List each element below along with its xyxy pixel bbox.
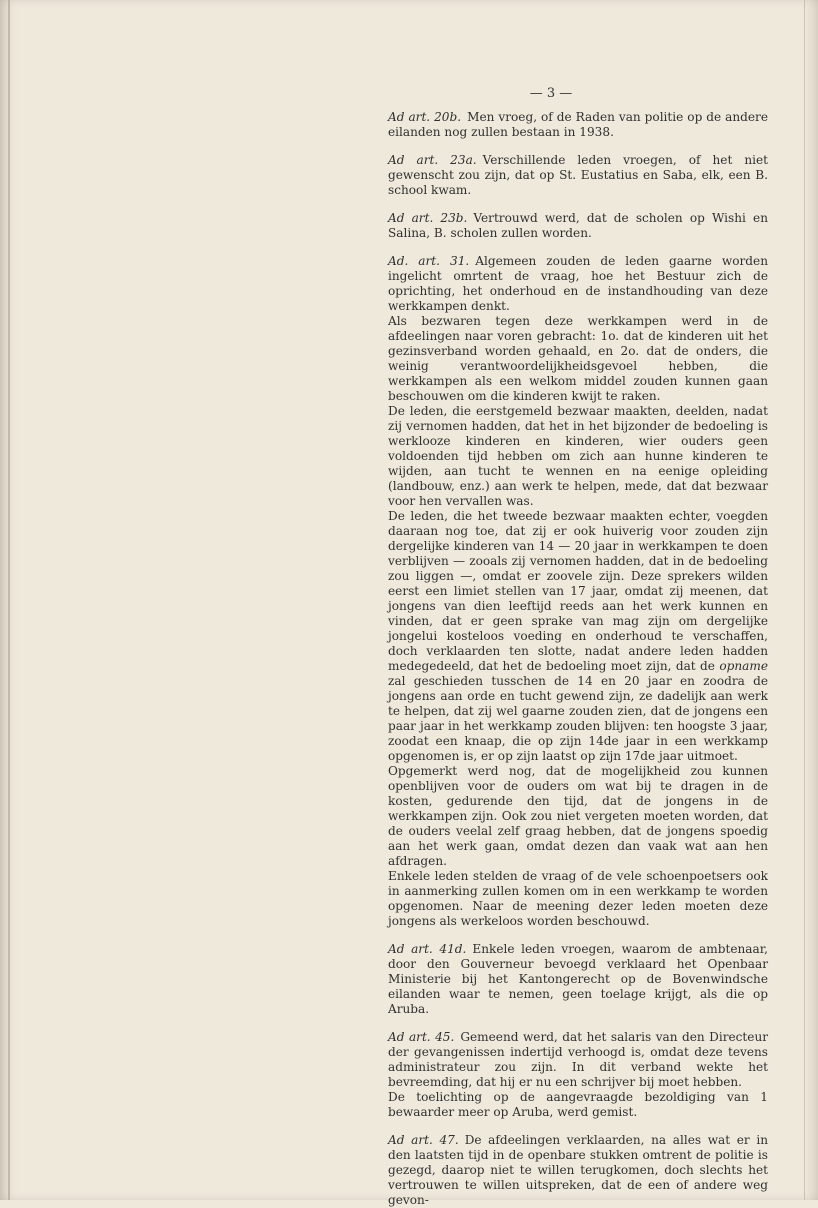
paragraph-text: De leden, die eerstgemeld bezwaar maakten, deelden, nadat zij vernomen hadden, dat het in het bijzonder de bedoeling is werklooze kinderen en kinderen, wier ouders geen voldoenden tijd hebben om zich aan hunne kinderen te wijden, aan tucht te wennen en na eenige opleiding (landbouw, enz.) aan werk te helpen, mede, dat dat bezwaar voor hen vervallen was. [388, 404, 768, 508]
paper-right-edge [804, 0, 805, 1200]
article-ref: Ad art. 20b. [388, 110, 462, 124]
paragraph-eerste-bezwaar [388, 404, 768, 509]
paragraph-schoenpoetsers [388, 869, 768, 929]
emphasis-text: opname [719, 659, 768, 673]
paragraph-text: De leden, die het tweede bezwaar maakten echter, voegden daaraan nog toe, dat zij er ook huiverig voor zouden zijn dergelijke kinderen van 14 — 20 jaar in werkkampen te doen verblijven — zooals zij vernomen hadden, dat in de bedoeling zou liggen —, omdat er zoovele zijn. Deze sprekers wilden eerst een limiet stellen van 17 jaar, omdat zij meenen, dat jongens van dien leeftijd reeds aan het werk kunnen en vinden, dat er geen sprake van mag zijn om dergelijke jongelui kosteloos voeding en onderhoud te verschaffen, doch verklaarden ten slotte, nadat andere leden hadden medegedeeld, dat het de bedoeling moet zijn, dat de [388, 509, 768, 673]
article-ref: Ad art. 23a. [388, 153, 477, 167]
section-art-41d [388, 942, 768, 1017]
section-art-31 [388, 254, 768, 314]
article-ref: Ad. art. 31. [388, 254, 470, 268]
section-art-23a [388, 153, 768, 198]
paragraph-text: Men vroeg, of de Raden van politie op de andere eilanden nog zullen bestaan in 1938. [388, 110, 768, 139]
paragraph-text: Algemeen zouden de leden gaarne worden ingelicht omrtent de vraag, hoe het Bestuur zich de oprichting, het onderhoud en de instandhouding van deze werkkampen denkt. [388, 254, 768, 313]
text-column [388, 110, 768, 1208]
section-art-47 [388, 1133, 768, 1208]
section-art-20b [388, 110, 768, 140]
paragraph-toelichting [388, 1090, 768, 1120]
paragraph-text: zal geschieden tusschen de 14 en 20 jaar en zoodra de jongens aan orde en tucht gewend zijn, ze dadelijk aan werk te helpen, dat zij wel gaarne zouden zien, dat de jongens een paar jaar in het werkkamp zouden blijven: ten hoogste 3 jaar, zoodat een knaap, die op zijn 14de jaar in een werkkamp opgenomen is, er op zijn laatst op zijn 17de jaar uitmoet. [388, 674, 768, 763]
article-ref: Ad art. 45. [388, 1030, 455, 1044]
section-art-23b [388, 211, 768, 241]
paragraph-text: Verschillende leden vroegen, of het niet gewenscht zou zijn, dat op St. Eustatius en Saba, elk, een B. school kwam. [388, 153, 768, 197]
paragraph-tweede-bezwaar [388, 509, 768, 764]
paragraph-bezwaren [388, 314, 768, 404]
paragraph-text: Enkele leden vroegen, waarom de ambtenaar, door den Gouverneur bevoegd verklaard het Openbaar Ministerie bij het Kantongerecht op de Bovenwindsche eilanden waar te nemen, geen toelage krijgt, als die op Aruba. [388, 942, 768, 1016]
page-number: — 3 — [529, 86, 573, 101]
article-ref: Ad art. 23b. [388, 211, 468, 225]
article-ref: Ad art. 47. [388, 1133, 459, 1147]
paragraph-text: Vertrouwd werd, dat de scholen op Wishi en Salina, B. scholen zullen worden. [388, 211, 768, 240]
section-art-45 [388, 1030, 768, 1090]
paragraph-text: De toelichting op de aangevraagde bezoldiging van 1 bewaarder meer op Aruba, werd gemist. [388, 1090, 768, 1119]
paragraph-text: Opgemerkt werd nog, dat de mogelijkheid zou kunnen openblijven voor de ouders om wat bij te dragen in de kosten, gedurende den tijd, dat de jongens in de werkkampen zijn. Ook zou niet vergeten moeten worden, dat de ouders veelal zelf graag hebben, dat de jongens spoedig aan het werk gaan, omdat dezen dan vaak wat aan hen afdragen. [388, 764, 768, 868]
paragraph-text: Als bezwaren tegen deze werkkampen werd in de afdeelingen naar voren gebracht: 1o. dat de kinderen uit het gezinsverband worden gehaald, en 2o. dat de onders, die weinig verantwoordelijkheidsgevoel hebben, die werkkampen als een welkom middel zouden kunnen gaan beschouwen om die kinderen kwijt te raken. [388, 314, 768, 403]
paragraph-text: Enkele leden stelden de vraag of de vele schoenpoetsers ook in aanmerking zullen komen om in een werkkamp te worden opgenomen. Naar de meening dezer leden moeten deze jongens als werkeloos worden beschouwd. [388, 869, 768, 928]
paragraph-opgemerkt [388, 764, 768, 869]
paragraph-text: De afdeelingen verklaarden, na alles wat er in den laatsten tijd in de openbare stukken omtrent de politie is gezegd, daarop niet te willen terugkomen, doch slechts het vertrouwen te willen uitspreken, dat de een of andere weg gevon- [388, 1133, 768, 1207]
paragraph-text: Gemeend werd, dat het salaris van den Directeur der gevangenissen indertijd verhoogd is, omdat deze tevens administrateur zou zijn. In dit verband wekte het bevreemding, dat hij er nu een schrijver bij moet hebben. [388, 1030, 769, 1089]
paper-left-edge [8, 0, 10, 1200]
article-ref: Ad art. 41d. [388, 942, 467, 956]
